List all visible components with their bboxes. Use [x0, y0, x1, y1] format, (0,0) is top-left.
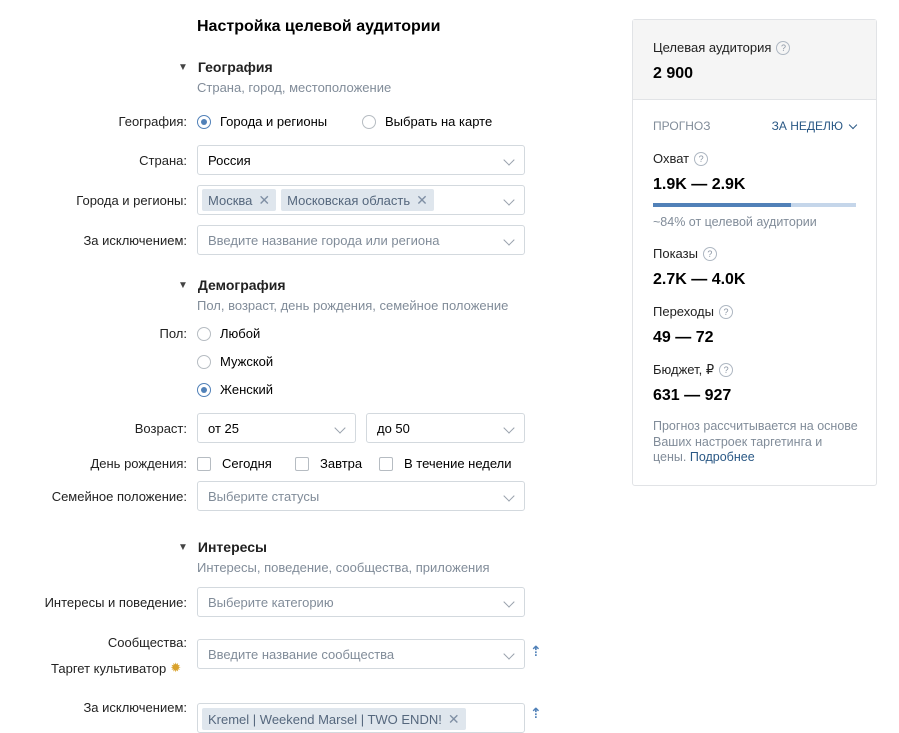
checkbox-today[interactable] [197, 456, 272, 471]
audience-block [633, 20, 876, 100]
upload-icon[interactable]: ⇡ [530, 643, 542, 659]
chevron-down-icon [334, 422, 345, 433]
remove-chip-icon[interactable]: ✕ [447, 710, 460, 727]
country-select[interactable] [197, 145, 525, 175]
section-subtitle: Страна, город, местоположение [197, 80, 392, 95]
clicks-label-row [653, 304, 733, 319]
period-dropdown[interactable] [772, 119, 856, 133]
help-icon[interactable]: ? [703, 247, 717, 261]
help-icon[interactable]: ? [694, 152, 708, 166]
collapse-triangle-icon: ▼ [178, 61, 188, 73]
sun-icon: ✹ [170, 660, 182, 675]
radio-unchecked-icon [362, 115, 376, 129]
section-title: Демография [197, 277, 286, 293]
chevron-down-icon [503, 154, 514, 165]
impressions-value: 2.7K — 4.0K [653, 271, 746, 288]
upload-icon[interactable]: ⇡ [530, 705, 542, 721]
radio-label: Выбрать на карте [385, 114, 493, 129]
section-subtitle: Пол, возраст, день рождения, семейное положение [197, 298, 509, 313]
age-label: Возраст: [134, 421, 187, 436]
communities-input[interactable] [197, 639, 525, 669]
radio-label: Мужской [220, 354, 274, 369]
chevron-down-icon [503, 490, 514, 501]
radio-gender-any[interactable] [197, 326, 260, 341]
radio-gender-male[interactable] [197, 354, 273, 369]
chevron-down-icon [503, 194, 514, 205]
family-label: Семейное положение: [51, 489, 187, 504]
placeholder: Выберите статусы [208, 488, 320, 504]
impressions-label: Показы [653, 246, 698, 261]
audience-label-row [653, 40, 790, 55]
placeholder: Выберите категорию [208, 594, 334, 610]
chevron-down-icon [849, 120, 857, 128]
clicks-value: 49 — 72 [653, 329, 714, 346]
page-title: Настройка целевой аудитории [197, 18, 441, 35]
geo-label: География: [118, 114, 187, 129]
section-title: Интересы [197, 539, 267, 555]
exclude-geo-label: За исключением: [83, 233, 187, 248]
country-value: Россия [208, 152, 251, 168]
checkbox-icon [295, 457, 309, 471]
remove-chip-icon[interactable]: ✕ [416, 191, 428, 208]
chip-moscow [202, 189, 276, 211]
checkbox-label: В течение недели [404, 456, 512, 471]
age-to-select[interactable] [366, 413, 525, 443]
placeholder: Введите название сообщества [208, 646, 395, 662]
placeholder: Введите название города или региона [208, 232, 440, 248]
help-icon[interactable]: ? [776, 41, 790, 55]
gender-label: Пол: [159, 326, 187, 341]
cities-select[interactable] [197, 185, 525, 215]
forecast-label: ПРОГНОЗ [653, 119, 711, 133]
checkbox-label: Завтра [320, 456, 363, 471]
communities-label: Сообщества: [107, 635, 187, 650]
audience-value: 2 900 [653, 65, 694, 82]
radio-label: Города и регионы [220, 114, 328, 129]
impressions-label-row [653, 246, 717, 261]
checkbox-icon [197, 457, 211, 471]
budget-value: 631 — 927 [653, 387, 732, 404]
forecast-panel [632, 19, 877, 486]
budget-label-row [653, 362, 733, 378]
chevron-down-icon [503, 648, 514, 659]
checkbox-week[interactable] [379, 456, 512, 471]
checkbox-label: Сегодня [222, 456, 272, 471]
birthday-label: День рождения: [90, 456, 187, 471]
more-link[interactable]: Подробнее [689, 450, 755, 464]
help-icon[interactable]: ? [719, 363, 733, 377]
budget-label: Бюджет, ₽ [653, 362, 715, 377]
section-interests-toggle[interactable] [178, 539, 267, 555]
chip-label: Москва [208, 192, 253, 208]
radio-label: Женский [220, 382, 273, 397]
radio-unchecked-icon [197, 327, 211, 341]
chevron-down-icon [503, 596, 514, 607]
note-text: Прогноз рассчитывается на основе Ваших настроек таргетинга и цены. [653, 419, 858, 464]
section-title: География [197, 59, 273, 75]
help-icon[interactable]: ? [719, 305, 733, 319]
checkbox-tomorrow[interactable] [295, 456, 362, 471]
reach-label-row [653, 151, 708, 166]
cities-label: Города и регионы: [76, 193, 187, 208]
reach-value: 1.9K — 2.9K [653, 176, 746, 193]
radio-gender-female[interactable] [197, 382, 273, 397]
chevron-down-icon [503, 422, 514, 433]
section-geography-toggle[interactable] [178, 59, 273, 75]
radio-checked-icon [197, 383, 211, 397]
audience-label: Целевая аудитория [653, 40, 772, 55]
radio-label: Любой [220, 326, 261, 341]
period-label: ЗА НЕДЕЛЮ [771, 119, 843, 133]
reach-note: ~84% от целевой аудитории [653, 215, 817, 229]
family-select[interactable] [197, 481, 525, 511]
behavior-label: Интересы и поведение: [44, 595, 187, 610]
radio-checked-icon [197, 115, 211, 129]
behavior-select[interactable] [197, 587, 525, 617]
checkbox-icon [379, 457, 393, 471]
section-demography-toggle[interactable] [178, 277, 286, 293]
section-subtitle: Интересы, поведение, сообщества, приложения [197, 560, 490, 575]
reach-label: Охват [653, 151, 690, 166]
reach-progress-fill [653, 203, 791, 207]
collapse-triangle-icon: ▼ [178, 279, 188, 291]
radio-map[interactable] [362, 114, 492, 129]
exclude-communities-label: За исключением: [83, 700, 187, 715]
age-to-value: до 50 [377, 420, 410, 436]
chip-moscow-region [281, 189, 434, 211]
clicks-label: Переходы [653, 304, 714, 319]
reach-progress-bar [653, 203, 856, 207]
chip-label: Kremel | Weekend Marsel | TWO ENDN! [208, 711, 442, 727]
exclude-communities-select[interactable] [197, 703, 525, 733]
country-label: Страна: [139, 153, 187, 168]
chevron-down-icon [503, 234, 514, 245]
radio-cities-regions[interactable] [197, 114, 327, 129]
chip-community [202, 708, 466, 730]
age-from-value: от 25 [208, 420, 239, 436]
remove-chip-icon[interactable]: ✕ [258, 191, 271, 208]
chip-label: Московская область [287, 192, 411, 208]
cultivator-label: Таргет культиватор [51, 660, 167, 676]
target-cultivator-link[interactable] [51, 660, 181, 676]
radio-unchecked-icon [197, 355, 211, 369]
collapse-triangle-icon: ▼ [178, 541, 188, 553]
age-from-select[interactable] [197, 413, 356, 443]
forecast-note [653, 419, 858, 466]
exclude-geo-input[interactable] [197, 225, 525, 255]
